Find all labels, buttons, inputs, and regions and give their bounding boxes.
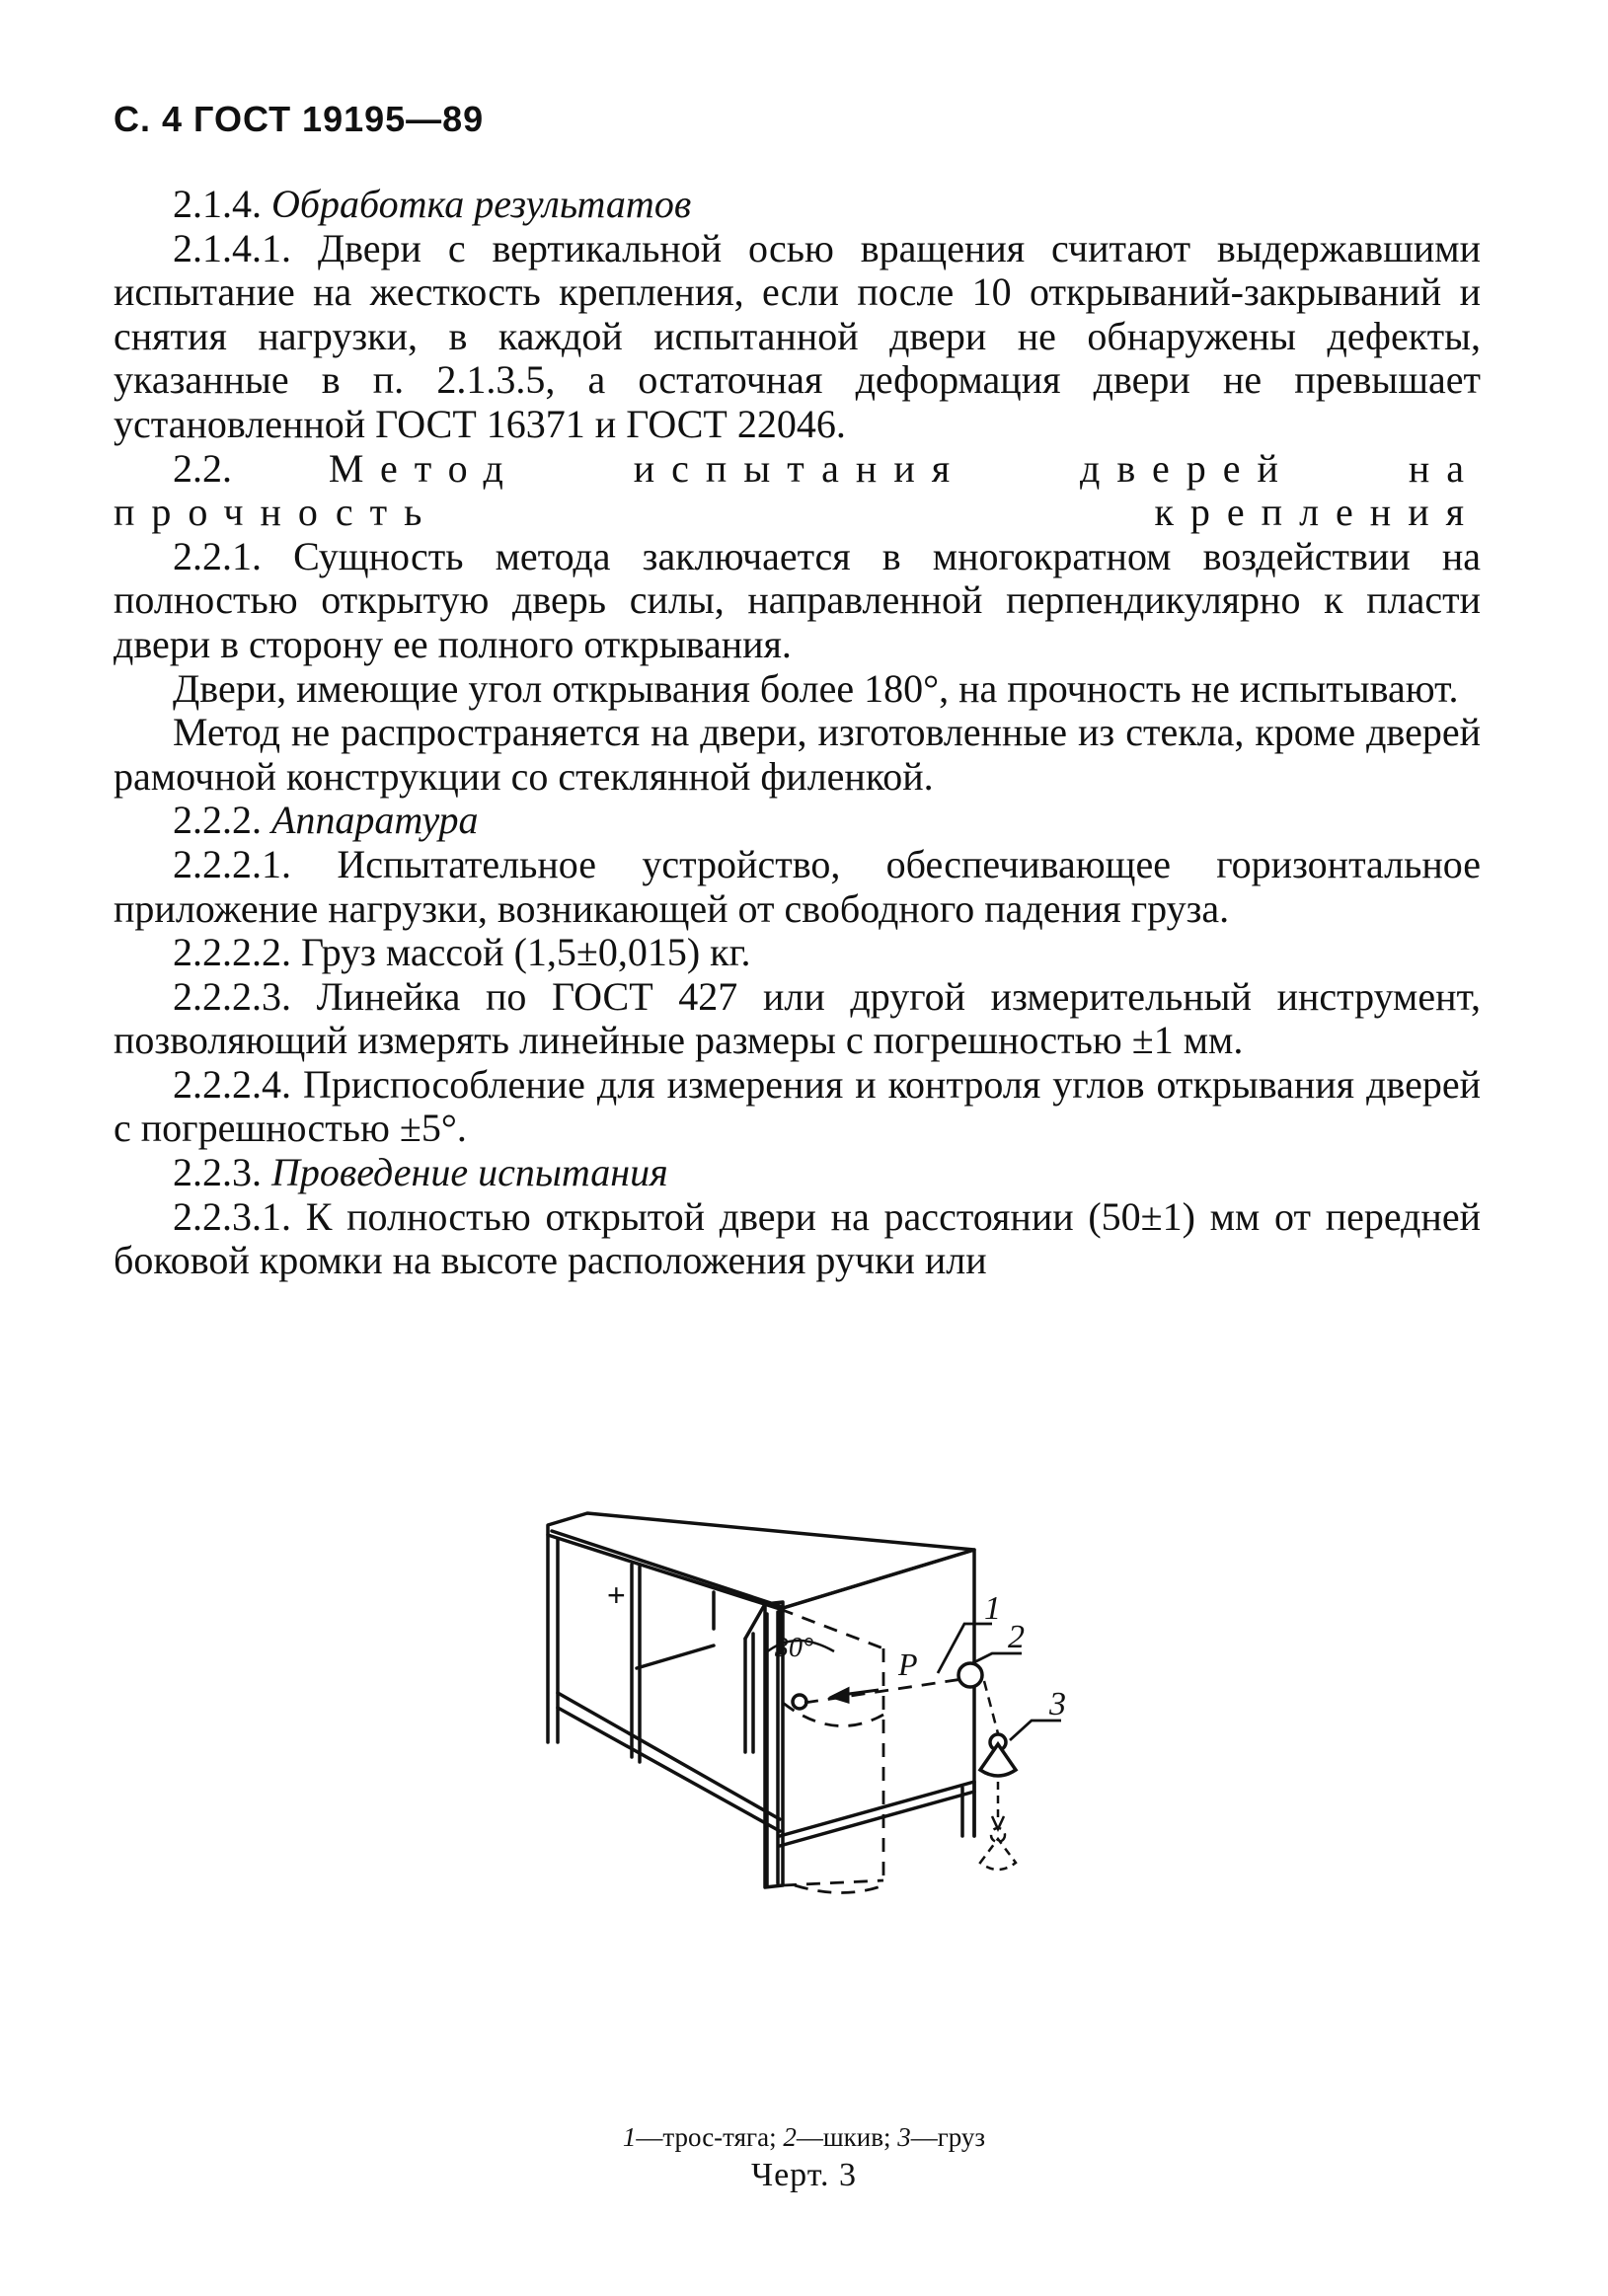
- paragraph-2-2-2-1: 2.2.2.1. Испытательное устройство, обеспечивающее горизонтальное приложение нагрузки, возникающей от свободного падения груза.: [114, 841, 1481, 931]
- paragraph-glass-exclusion: Метод не распространяется на двери, изготовленные из стекла, кроме дверей рамочной конструкции со стеклянной филенкой.: [114, 710, 1481, 799]
- caption-num-3: 3: [897, 2122, 911, 2152]
- paragraph-2-2-2-4: 2.2.2.4. Приспособление для измерения и контроля углов открывания дверей с погрешностью ±5°.: [114, 1061, 1481, 1151]
- section-heading-2-2-2: [114, 799, 1481, 843]
- section-title: Проведение испытания: [271, 1150, 668, 1195]
- pulley: [958, 1663, 982, 1687]
- angle-label: 30°: [775, 1633, 814, 1663]
- callout-leader-3: [1010, 1721, 1061, 1740]
- weight-upper: [980, 1744, 1016, 1776]
- figure-caption: [0, 2122, 1608, 2153]
- door-swing-line-bottom: [783, 1880, 883, 1885]
- plus-mark: +: [607, 1577, 626, 1613]
- caption-num-2: 2: [783, 2122, 797, 2152]
- paragraph-2-1-4-1: 2.1.4.1. Двери с вертикальной осью вращения считают выдержавшими испытание на жесткость крепления, если после 10 открываний-закрываний и снятия нагрузки, в каждой испытанной двери не обнаружены дефекты, указанные в п. 2.1.3.5, а остаточная деформация двери не превышает установленной ГОСТ 16371 и ГОСТ 22046.: [114, 225, 1481, 446]
- section-number: 2.2.3.: [173, 1150, 262, 1195]
- cabinet-test-diagram: [538, 1495, 1130, 2107]
- weight-lower: [980, 1839, 1016, 1870]
- section-title: Метод испытания дверей на прочность крепления: [114, 445, 1481, 535]
- document-body: [114, 183, 1481, 1283]
- paragraph-2-2-1: 2.2.1. Сущность метода заключается в многократном воздействии на полностью открытую дверь силы, направленной перпендикулярно к пласти двери в сторону ее полного открывания.: [114, 533, 1481, 666]
- caption-num-1: 1: [622, 2122, 637, 2152]
- caption-text-2: —шкив;: [796, 2122, 891, 2152]
- force-arrow: [832, 1689, 848, 1702]
- force-label: P: [898, 1646, 918, 1682]
- section-number: 2.2.: [173, 445, 232, 491]
- caption-text-3: —груз: [910, 2122, 986, 2152]
- section-title: Аппаратура: [271, 798, 479, 843]
- callout-3: 3: [1049, 1686, 1066, 1722]
- paragraph-2-2-3-1: 2.2.3.1. К полностью открытой двери на расстоянии (50±1) мм от передней боковой кромки на высоте расположения ручки или: [114, 1193, 1481, 1283]
- section-number: 2.2.2.: [173, 798, 262, 843]
- callout-2: 2: [1008, 1619, 1025, 1655]
- callout-1: 1: [984, 1590, 1001, 1627]
- cabinet-test-figure: [538, 1495, 1130, 2107]
- paragraph-door-angle: Двери, имеющие угол открывания более 180°, на прочность не испытывают.: [173, 665, 1459, 711]
- section-heading-2-1-4: [114, 183, 1481, 227]
- paragraph-2-2-2-2: 2.2.2.2. Груз массой (1,5±0,015) кг.: [173, 930, 751, 975]
- page-header: С. 4 ГОСТ 19195—89: [114, 99, 485, 139]
- section-number: 2.1.4.: [173, 182, 262, 226]
- section-heading-2-2-3: [114, 1151, 1481, 1195]
- caption-text-1: —трос-тяга;: [636, 2122, 777, 2152]
- section-title: Обработка результатов: [271, 182, 692, 226]
- figure-label: Черт. 3: [750, 2157, 858, 2193]
- paragraph-2-2-2-3: 2.2.2.3. Линейка по ГОСТ 427 или другой измерительный инструмент, позволяющий измерять линейные размеры с погрешностью ±1 мм.: [114, 973, 1481, 1063]
- section-heading-2-2: [114, 447, 1481, 535]
